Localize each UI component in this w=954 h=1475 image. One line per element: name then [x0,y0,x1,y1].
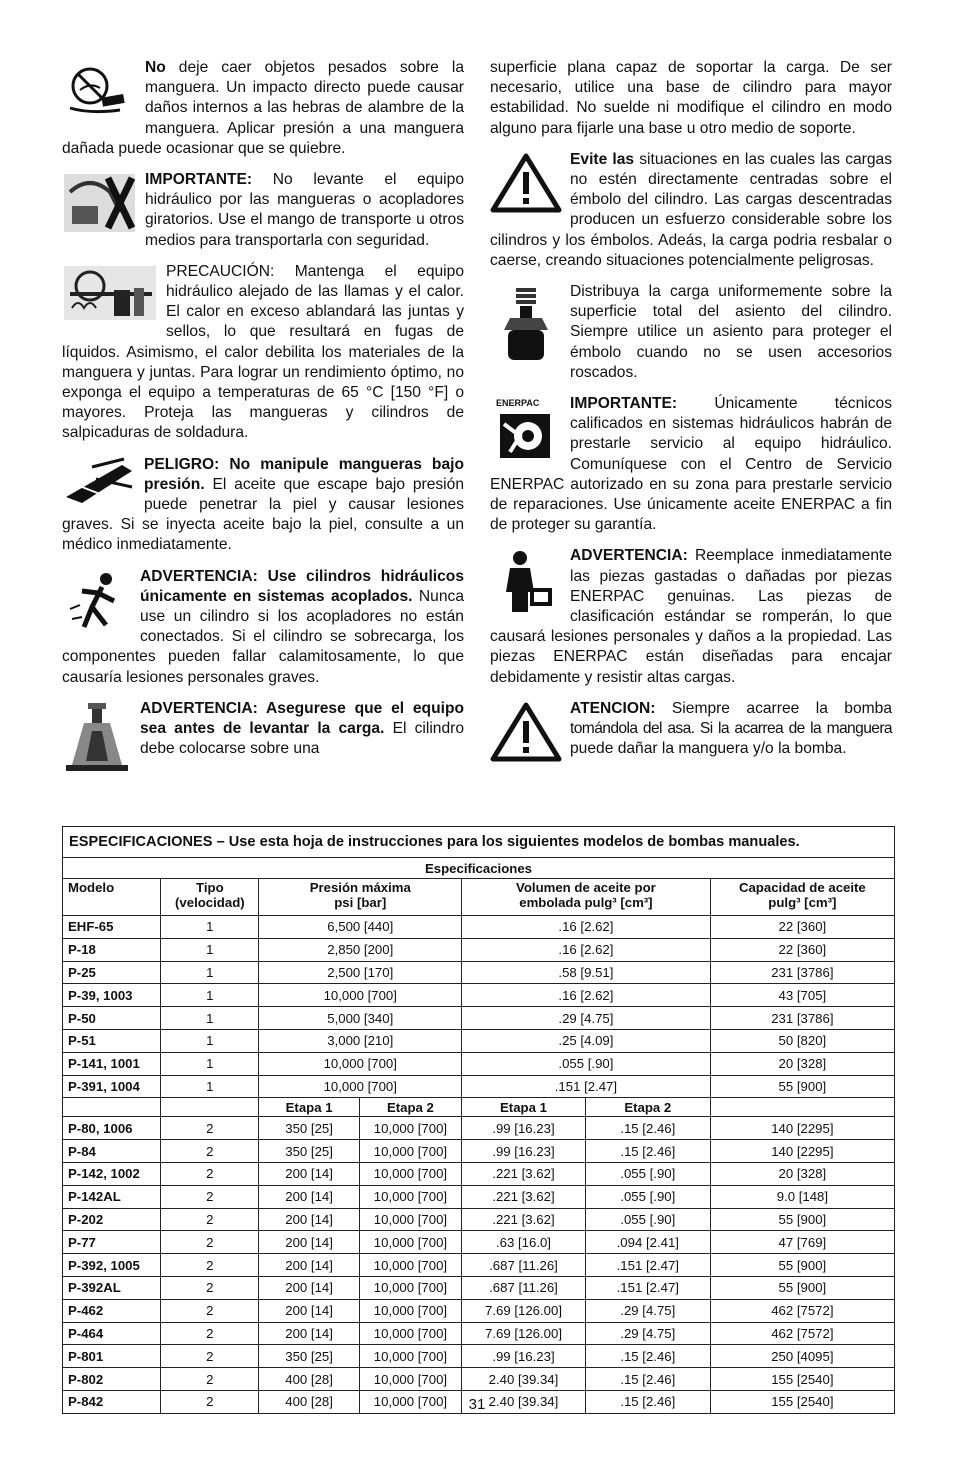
cell-model: P-142, 1002 [63,1162,161,1185]
attention-carry: ATENCION: Siempre acarree la bomba tomándola del asa. Si la acarrea de la manguera puede dañar la manguera y/o la bomba. [490,699,892,760]
cell-type: 2 [161,1162,259,1185]
cell-model: P-202 [63,1208,161,1231]
right-column [490,58,892,771]
cell-model: P-391, 1004 [63,1075,161,1098]
cell-volume-stage1: .687 [11.26] [462,1276,586,1299]
cell-volume-stage1: 7.69 [126.00] [462,1322,586,1345]
cell-capacity: 55 [900] [710,1075,894,1098]
warning-secure: ADVERTENCIA: Asegurese que el equipo sea antes de levantar la carga. El cilindro debe colocarse sobre una [62,699,464,760]
cell-type: 2 [161,1276,259,1299]
cell-pressure-stage1: 200 [14] [259,1231,359,1254]
cell-volume-stage1: .221 [3.62] [462,1185,586,1208]
cell-volume: .58 [9.51] [462,961,711,984]
cell-volume-stage2: .15 [2.46] [585,1368,710,1391]
table-row [63,1322,895,1345]
cell-type: 2 [161,1322,259,1345]
cell-pressure-stage1: 200 [14] [259,1276,359,1299]
continued-text: superficie plana capaz de soportar la carga. De ser necesario, utilice una base de cilindro para mayor estabilidad. No suelde ni modifique el cilindro en modo alguno para fijarle una base u otro medio de soporte. [490,59,892,137]
cell-model: P-392AL [63,1276,161,1299]
falling-object-icon [62,60,137,120]
cell-type: 1 [161,961,259,984]
warning-no-lift: IMPORTANTE: No levante el equipo hidráulico por las mangueras o acopladores giratorios. Use el mango de transporte u otros medios para transportarla con seguridad. [62,170,464,251]
cell-pressure-stage1: 200 [14] [259,1322,359,1345]
cell-type: 1 [161,984,259,1007]
warning-coupled: ADVERTENCIA: Use cilindros hidráulicos únicamente en sistemas acoplados. Nunca use un cilindro si los acopladores no están conectados. Si el cilindro se sobrecarga, los componentes pueden fallar calamitosamente, lo que causaría lesiones personales graves. [62,567,464,686]
high-pressure-injection-icon [62,457,136,509]
two-stage-rows [63,1117,895,1413]
cell-volume-stage2: .055 [.90] [585,1208,710,1231]
cell-model: EHF-65 [63,916,161,939]
cell-volume: .16 [2.62] [462,916,711,939]
cell-volume-stage2: .151 [2.47] [585,1254,710,1277]
table-row [63,1299,895,1322]
single-stage-rows [63,916,895,1098]
cell-type: 2 [161,1345,259,1368]
header-model: Modelo [63,879,161,916]
cell-pressure-stage2: 10,000 [700] [359,1185,461,1208]
caution-heat: PRECAUCIÓN: Mantenga el equipo hidráulico alejado de las llamas y el calor. El calor en exceso ablandará las juntas y sellos, lo que resultará en fugas de líquidos. Asimismo, el calor debilita los materiales de la manguera y juntas. Para lograr un rendimiento óptimo, no exponga el equipo a temperaturas de 65 °C [150 °F] o mayores. Proteja las mangueras y cilindros de salpicaduras de soldadura. [62,262,464,442]
cell-capacity: 9.0 [148] [710,1185,894,1208]
cell-volume-stage1: .687 [11.26] [462,1254,586,1277]
cell-model: P-18 [63,938,161,961]
cell-pressure-stage2: 10,000 [700] [359,1368,461,1391]
cell-pressure-stage2: 10,000 [700] [359,1117,461,1140]
cell-capacity: 462 [7572] [710,1299,894,1322]
cell-pressure-stage1: 200 [14] [259,1254,359,1277]
cell-capacity: 50 [820] [710,1029,894,1052]
cell-model: P-25 [63,961,161,984]
cell-type: 1 [161,938,259,961]
cell-capacity: 55 [900] [710,1208,894,1231]
cell-type: 1 [161,1029,259,1052]
table-row [63,1345,895,1368]
cell-pressure-stage1: 400 [28] [259,1390,359,1413]
cell-capacity: 231 [3786] [710,961,894,984]
cell-pressure-stage1: 350 [25] [259,1140,359,1163]
cylinder-stable-icon [62,701,132,775]
cell-volume-stage2: .15 [2.46] [585,1140,710,1163]
table-subtitle: Especificaciones [63,858,895,879]
cell-model: P-842 [63,1390,161,1413]
table-row [63,938,895,961]
warning-parts: ADVERTENCIA: Reemplace inmediatamente las piezas gastadas o dañadas por piezas ENERPAC genuinas. Las piezas de clasificación estándar se romperán, lo que causará lesiones personales y daños a la propiedad. Las piezas ENERPAC están diseñadas para encajar debidamente y resistir altas cargas. [490,547,892,686]
cell-pressure: 5,000 [340] [259,1007,462,1030]
cell-capacity: 140 [2295] [710,1117,894,1140]
cell-type: 1 [161,1007,259,1030]
cell-volume: .16 [2.62] [462,984,711,1007]
left-column [62,58,464,777]
stage1-pressure-label: Etapa 1 [259,1098,359,1117]
cell-model: P-802 [63,1368,161,1391]
cell-model: P-80, 1006 [63,1117,161,1140]
cell-type: 2 [161,1231,259,1254]
cell-pressure: 10,000 [700] [259,1052,462,1075]
cell-type: 2 [161,1254,259,1277]
header-type: Tipo (velocidad) [161,879,259,916]
cell-volume-stage1: .99 [16.23] [462,1345,586,1368]
cell-capacity: 55 [900] [710,1276,894,1299]
cell-pressure-stage2: 10,000 [700] [359,1322,461,1345]
table-row [63,1029,895,1052]
danger-pressure: PELIGRO: No manipule mangueras bajo presión. El aceite que escape bajo presión puede penetrar la piel y causar lesiones graves. Si se inyecta aceite bajo la piel, consulte a un médico inmediatamente. [62,455,464,554]
cell-capacity: 22 [360] [710,938,894,961]
cell-volume-stage2: .151 [2.47] [585,1276,710,1299]
cell-model: P-462 [63,1299,161,1322]
cell-model: P-84 [63,1140,161,1163]
cell-pressure-stage2: 10,000 [700] [359,1208,461,1231]
table-row [63,1368,895,1391]
cell-volume-stage1: .63 [16.0] [462,1231,586,1254]
cell-capacity: 47 [769] [710,1231,894,1254]
cell-pressure-stage2: 10,000 [700] [359,1231,461,1254]
cell-type: 1 [161,916,259,939]
cell-type: 2 [161,1208,259,1231]
cell-capacity: 43 [705] [710,984,894,1007]
cell-volume-stage2: .15 [2.46] [585,1390,710,1413]
table-row [63,916,895,939]
cell-volume-stage1: .99 [16.23] [462,1140,586,1163]
cell-type: 2 [161,1368,259,1391]
cell-pressure: 10,000 [700] [259,1075,462,1098]
header-volume: Volumen de aceite por embolada pulg³ [cm³] [462,879,711,916]
cell-pressure-stage2: 10,000 [700] [359,1345,461,1368]
cell-capacity: 140 [2295] [710,1140,894,1163]
cell-volume-stage2: .055 [.90] [585,1162,710,1185]
cell-pressure-stage2: 10,000 [700] [359,1254,461,1277]
cell-model: P-141, 1001 [63,1052,161,1075]
cell-capacity: 462 [7572] [710,1322,894,1345]
cell-pressure-stage1: 350 [25] [259,1345,359,1368]
specifications-table [62,826,895,1414]
cell-volume-stage1: 2.40 [39.34] [462,1390,586,1413]
cell-volume-stage1: 7.69 [126.00] [462,1299,586,1322]
cell-pressure-stage1: 200 [14] [259,1162,359,1185]
cell-type: 2 [161,1185,259,1208]
cell-pressure: 10,000 [700] [259,984,462,1007]
cell-capacity: 231 [3786] [710,1007,894,1030]
cell-volume-stage2: .094 [2.41] [585,1231,710,1254]
cell-model: P-39, 1003 [63,984,161,1007]
cell-type: 2 [161,1299,259,1322]
cell-volume-stage1: .99 [16.23] [462,1117,586,1140]
cell-capacity: 20 [328] [710,1162,894,1185]
heat-flame-icon [62,264,158,322]
cell-pressure-stage1: 200 [14] [259,1299,359,1322]
technician-icon [490,548,562,614]
cell-pressure: 3,000 [210] [259,1029,462,1052]
cell-pressure: 2,500 [170] [259,961,462,984]
table-row [63,984,895,1007]
cell-type: 2 [161,1117,259,1140]
cell-pressure-stage2: 10,000 [700] [359,1162,461,1185]
important-service: ENERPAC IMPORTANTE: Únicamente técnicos calificados en sistemas hidráulicos habrán de prestarle servicio al equipo hidráulico. Comuníquese con el Centro de Servicio ENERPAC autorizado en su zona para prestarle servicio de reparaciones. Use únicamente aceite ENERPAC a fin de proteger su garantía. [490,395,892,534]
cell-volume-stage1: .221 [3.62] [462,1208,586,1231]
cell-volume: .29 [4.75] [462,1007,711,1030]
cell-capacity: 20 [328] [710,1052,894,1075]
table-row [63,1162,895,1185]
cell-pressure-stage2: 10,000 [700] [359,1276,461,1299]
stage1-volume-label: Etapa 1 [462,1098,586,1117]
cell-volume-stage2: .29 [4.75] [585,1322,710,1345]
cell-volume: .055 [.90] [462,1052,711,1075]
header-pressure: Presión máxima psi [bar] [259,879,462,916]
cell-volume-stage2: .055 [.90] [585,1185,710,1208]
cell-capacity: 22 [360] [710,916,894,939]
table-row [63,1231,895,1254]
cell-type: 1 [161,1075,259,1098]
cell-type: 2 [161,1390,259,1413]
warning-offcenter: Evite las situaciones en las cuales las cargas no estén directamente centradas sobre el émbolo del cilindro. Las cargas descentradas producen un esfuerzo considerable sobre los cilindros y los émbolos. Adeás, la carga podria resbalar o caerse, creando situaciones potencialmente peligrosas. [490,150,893,269]
svg-text:ENERPAC: ENERPAC [496,398,540,409]
cell-model: P-77 [63,1231,161,1254]
stage-label-row [63,1098,895,1117]
header-capacity: Capacidad de aceite pulg³ [cm³] [710,879,894,916]
cell-pressure-stage2: 10,000 [700] [359,1140,461,1163]
table-row [63,1007,895,1030]
cell-volume: .25 [4.09] [462,1029,711,1052]
warning-triangle-icon [490,701,562,763]
cell-capacity: 155 [2540] [710,1390,894,1413]
table-row [63,1140,895,1163]
cell-pressure-stage2: 10,000 [700] [359,1299,461,1322]
person-injury-icon [62,569,132,631]
cell-capacity: 55 [900] [710,1254,894,1277]
warning-triangle-icon [490,152,562,214]
cell-model: P-50 [63,1007,161,1030]
cell-pressure: 2,850 [200] [259,938,462,961]
cell-model: P-392, 1005 [63,1254,161,1277]
cell-model: P-142AL [63,1185,161,1208]
table-row [63,1208,895,1231]
cell-volume-stage1: .221 [3.62] [462,1162,586,1185]
cell-volume-stage2: .15 [2.46] [585,1117,710,1140]
cell-type: 2 [161,1140,259,1163]
page-number: 31 [468,1396,486,1413]
table-row [63,1075,895,1098]
cell-pressure-stage1: 200 [14] [259,1185,359,1208]
cell-pressure: 6,500 [440] [259,916,462,939]
cell-capacity: 155 [2540] [710,1368,894,1391]
cell-volume-stage2: .29 [4.75] [585,1299,710,1322]
cell-volume: .16 [2.62] [462,938,711,961]
enerpac-service-icon [490,396,562,462]
stage2-volume-label: Etapa 2 [585,1098,710,1117]
cell-type: 1 [161,1052,259,1075]
cell-pressure-stage1: 200 [14] [259,1208,359,1231]
cell-volume: .151 [2.47] [462,1075,711,1098]
cell-capacity: 250 [4095] [710,1345,894,1368]
table-title: ESPECIFICACIONES – Use esta hoja de instrucciones para los siguientes modelos de bombas manuales. [63,827,895,858]
no-lift-by-hose-icon [62,172,137,234]
note-distribute: Distribuya la carga uniformemente sobre la superficie total del asiento del cilindro. Siempre utilice un asiento para proteger el émbolo cuando no se usen accesorios roscados. [490,282,892,383]
table-row [63,961,895,984]
table-row [63,1254,895,1277]
cylinder-saddle-icon [490,284,562,364]
table-row [63,1052,895,1075]
stage2-pressure-label: Etapa 2 [359,1098,461,1117]
table-row [63,1117,895,1140]
cell-volume-stage2: .15 [2.46] [585,1345,710,1368]
table-header-row [63,879,895,916]
warning-no-drop: No deje caer objetos pesados sobre la manguera. Un impacto directo puede causar daños internos a las hebras de alambre de la manguera. Aplicar presión a una manguera dañada puede ocasionar que se quiebre. [62,59,464,157]
cell-model: P-51 [63,1029,161,1052]
table-row [63,1185,895,1208]
cell-volume-stage1: 2.40 [39.34] [462,1368,586,1391]
cell-pressure-stage2: 10,000 [700] [359,1390,461,1413]
table-row [63,1276,895,1299]
cell-pressure-stage1: 400 [28] [259,1368,359,1391]
cell-model: P-801 [63,1345,161,1368]
cell-pressure-stage1: 350 [25] [259,1117,359,1140]
cell-model: P-464 [63,1322,161,1345]
